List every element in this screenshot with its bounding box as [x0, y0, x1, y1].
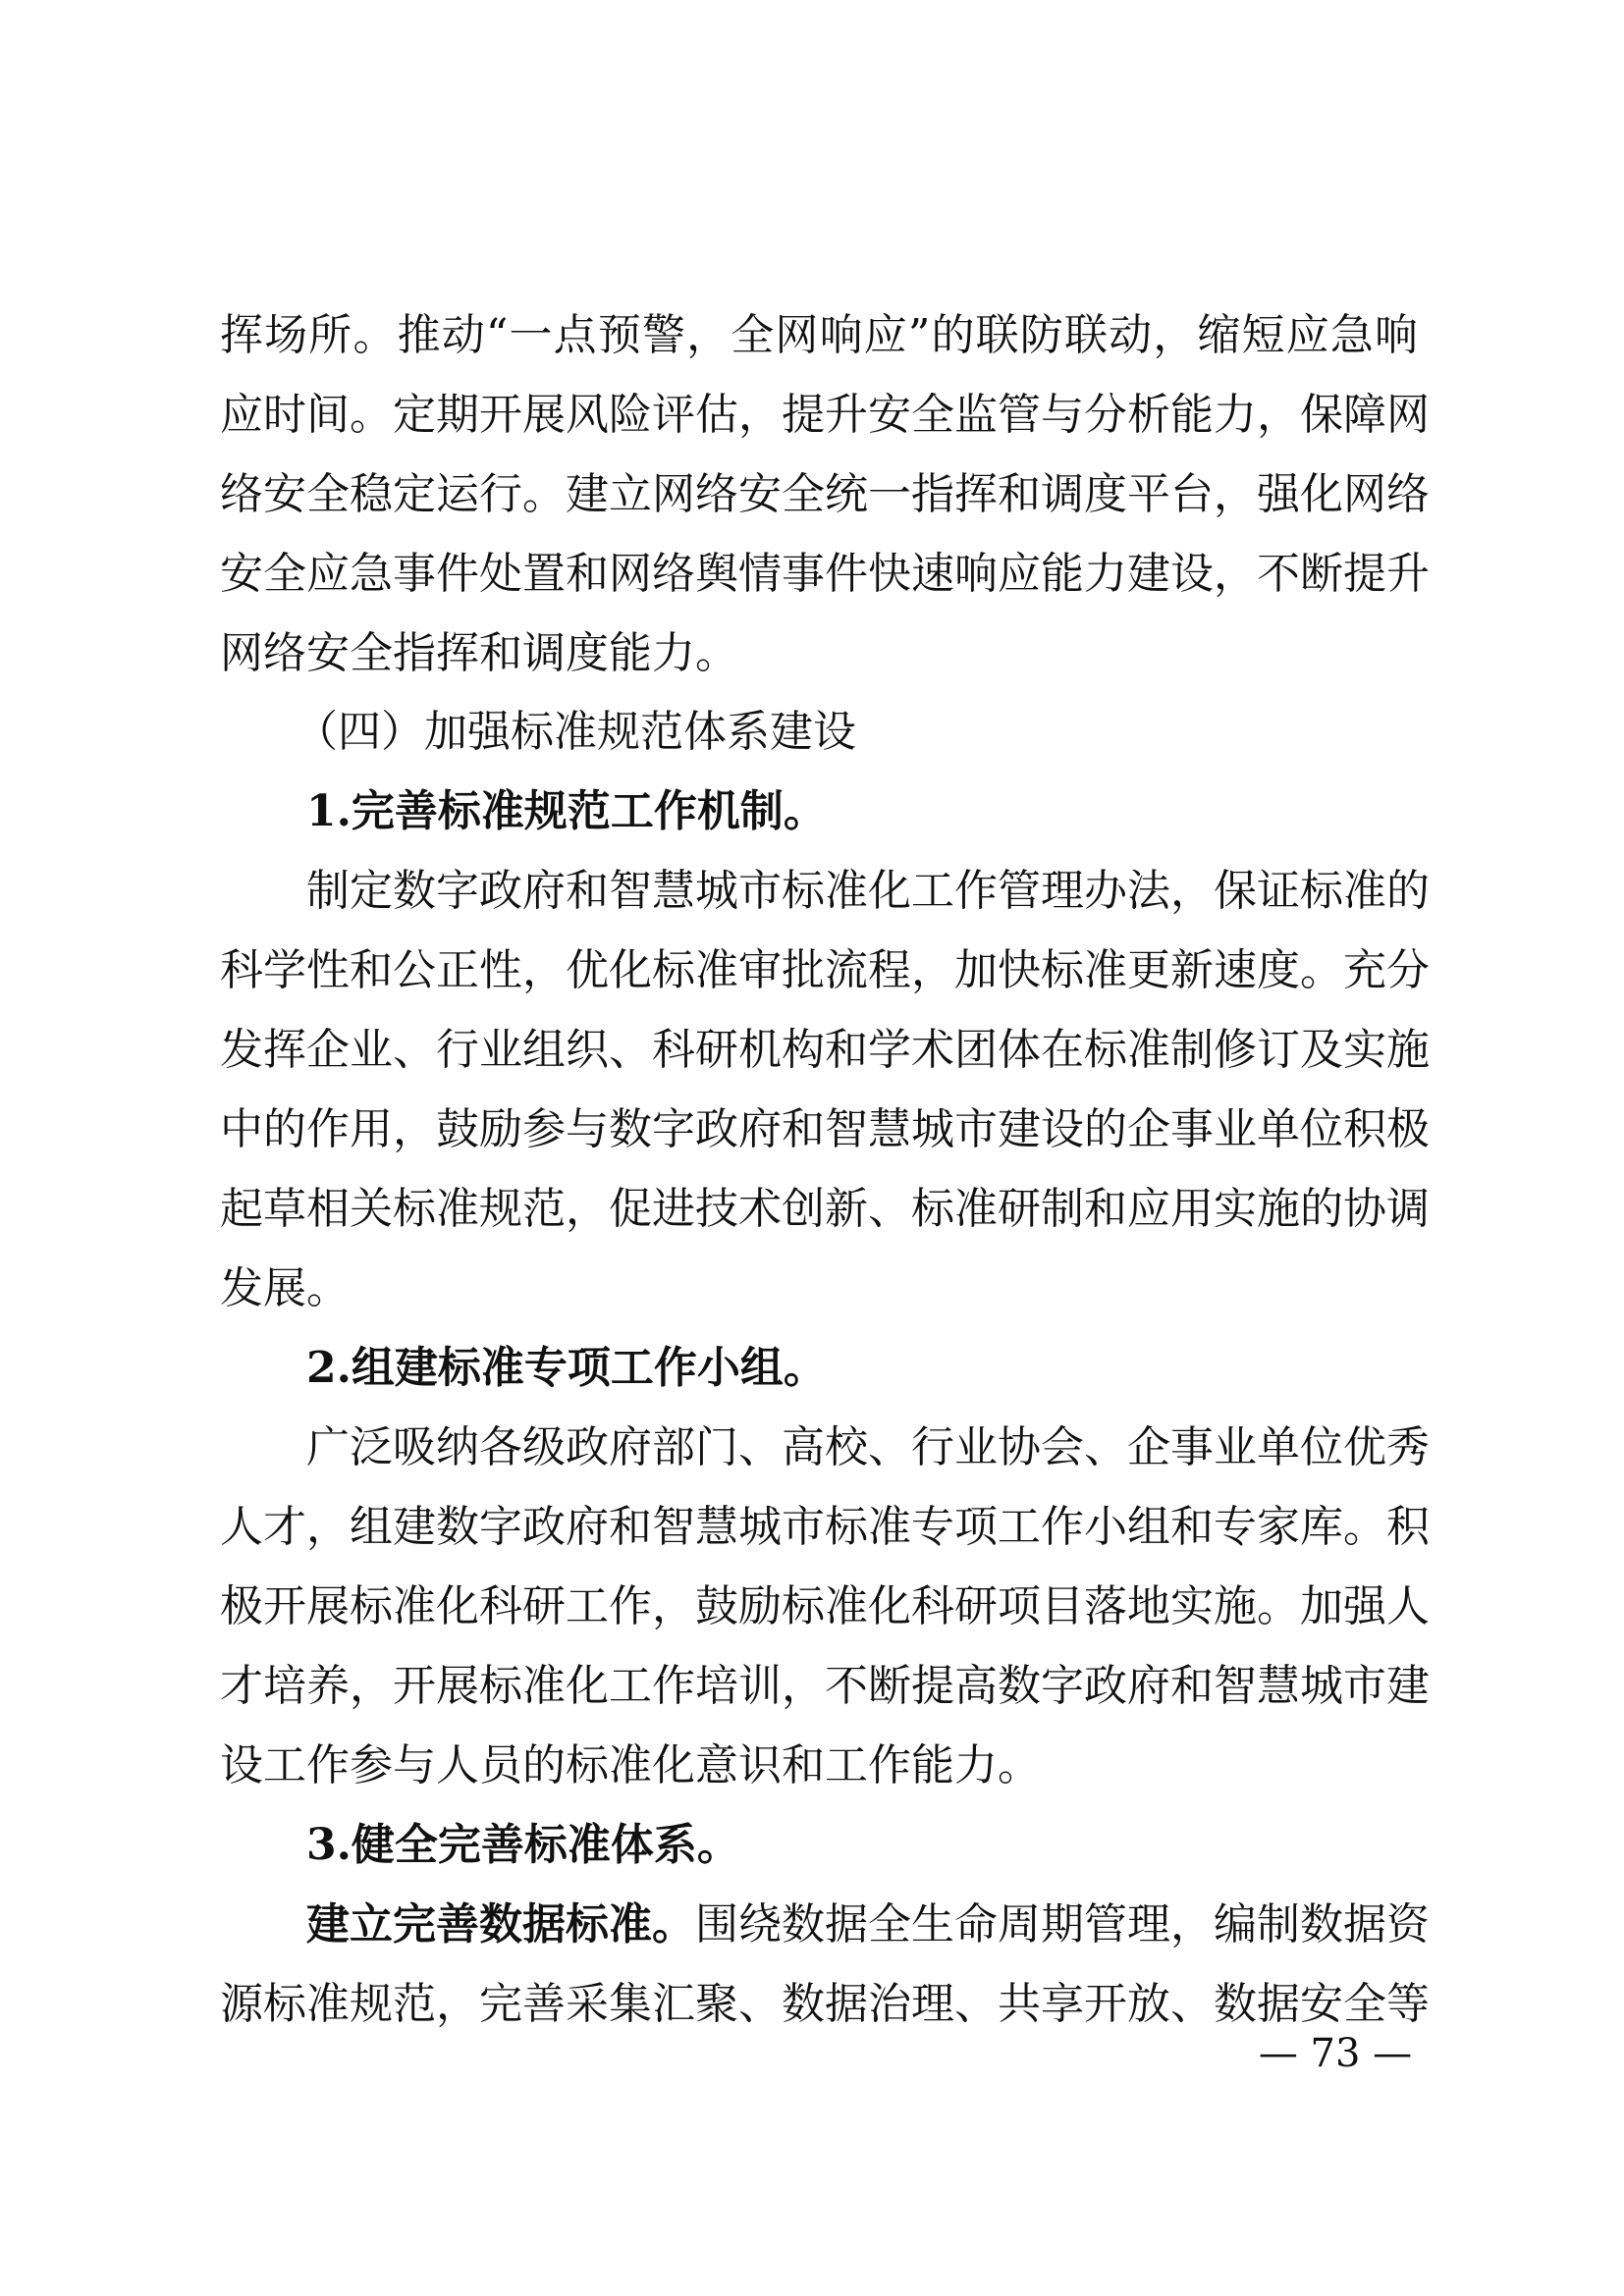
item3-line-1	[306, 1886, 1430, 1964]
item2-line-5: 设工作参与人员的标准化意识和工作能力。	[220, 1740, 1041, 1790]
item3-line-2: 源标准规范，完善采集汇聚、数据治理、共享开放、数据安全等	[220, 1979, 1430, 2029]
item2-line-3: 极开展标准化科研工作，鼓励标准化科研项目落地实施。加强人	[220, 1581, 1430, 1631]
item3-lead-bold: 建立完善数据标准。	[306, 1899, 695, 1949]
item2-heading: 2.组建标准专项工作小组。	[306, 1343, 827, 1393]
item1-line-5: 起草相关标准规范，促进技术创新、标准研制和应用实施的协调	[220, 1184, 1430, 1234]
intro-line-4: 安全应急事件处置和网络舆情事件快速响应能力建设，不断提升	[220, 549, 1430, 599]
item3-line1-rest: 围绕数据全生命周期管理，编制数据资	[695, 1899, 1430, 1949]
page-number: — 73 —	[1258, 2031, 1413, 2076]
intro-line-3: 络安全稳定运行。建立网络安全统一指挥和调度平台，强化网络	[220, 469, 1430, 519]
item3-heading: 3.健全完善标准体系。	[306, 1820, 740, 1870]
intro-line-1: 挥场所。推动“一点预警，全网响应”的联防联动，缩短应急响	[220, 310, 1418, 360]
item1-line-6: 发展。	[220, 1263, 350, 1313]
item2-line-2: 人才，组建数字政府和智慧城市标准专项工作小组和专家库。积	[220, 1502, 1430, 1552]
section-heading: （四）加强标准规范体系建设	[295, 707, 856, 757]
intro-line-5: 网络安全指挥和调度能力。	[220, 628, 738, 678]
item1-line-2: 科学性和公正性，优化标准审批流程，加快标准更新速度。充分	[220, 945, 1430, 995]
item1-line-4: 中的作用，鼓励参与数字政府和智慧城市建设的企事业单位积极	[220, 1104, 1430, 1154]
item2-line-1: 广泛吸纳各级政府部门、高校、行业协会、企事业单位优秀	[306, 1422, 1430, 1472]
item2-line-4: 才培养，开展标准化工作培训，不断提高数字政府和智慧城市建	[220, 1661, 1430, 1711]
item1-line-1: 制定数字政府和智慧城市标准化工作管理办法，保证标准的	[306, 866, 1430, 916]
intro-line-2: 应时间。定期开展风险评估，提升安全监管与分析能力，保障网	[220, 390, 1430, 440]
item1-line-3: 发挥企业、行业组织、科研机构和学术团体在标准制修订及实施	[220, 1025, 1430, 1075]
item1-heading: 1.完善标准规范工作机制。	[306, 786, 827, 836]
